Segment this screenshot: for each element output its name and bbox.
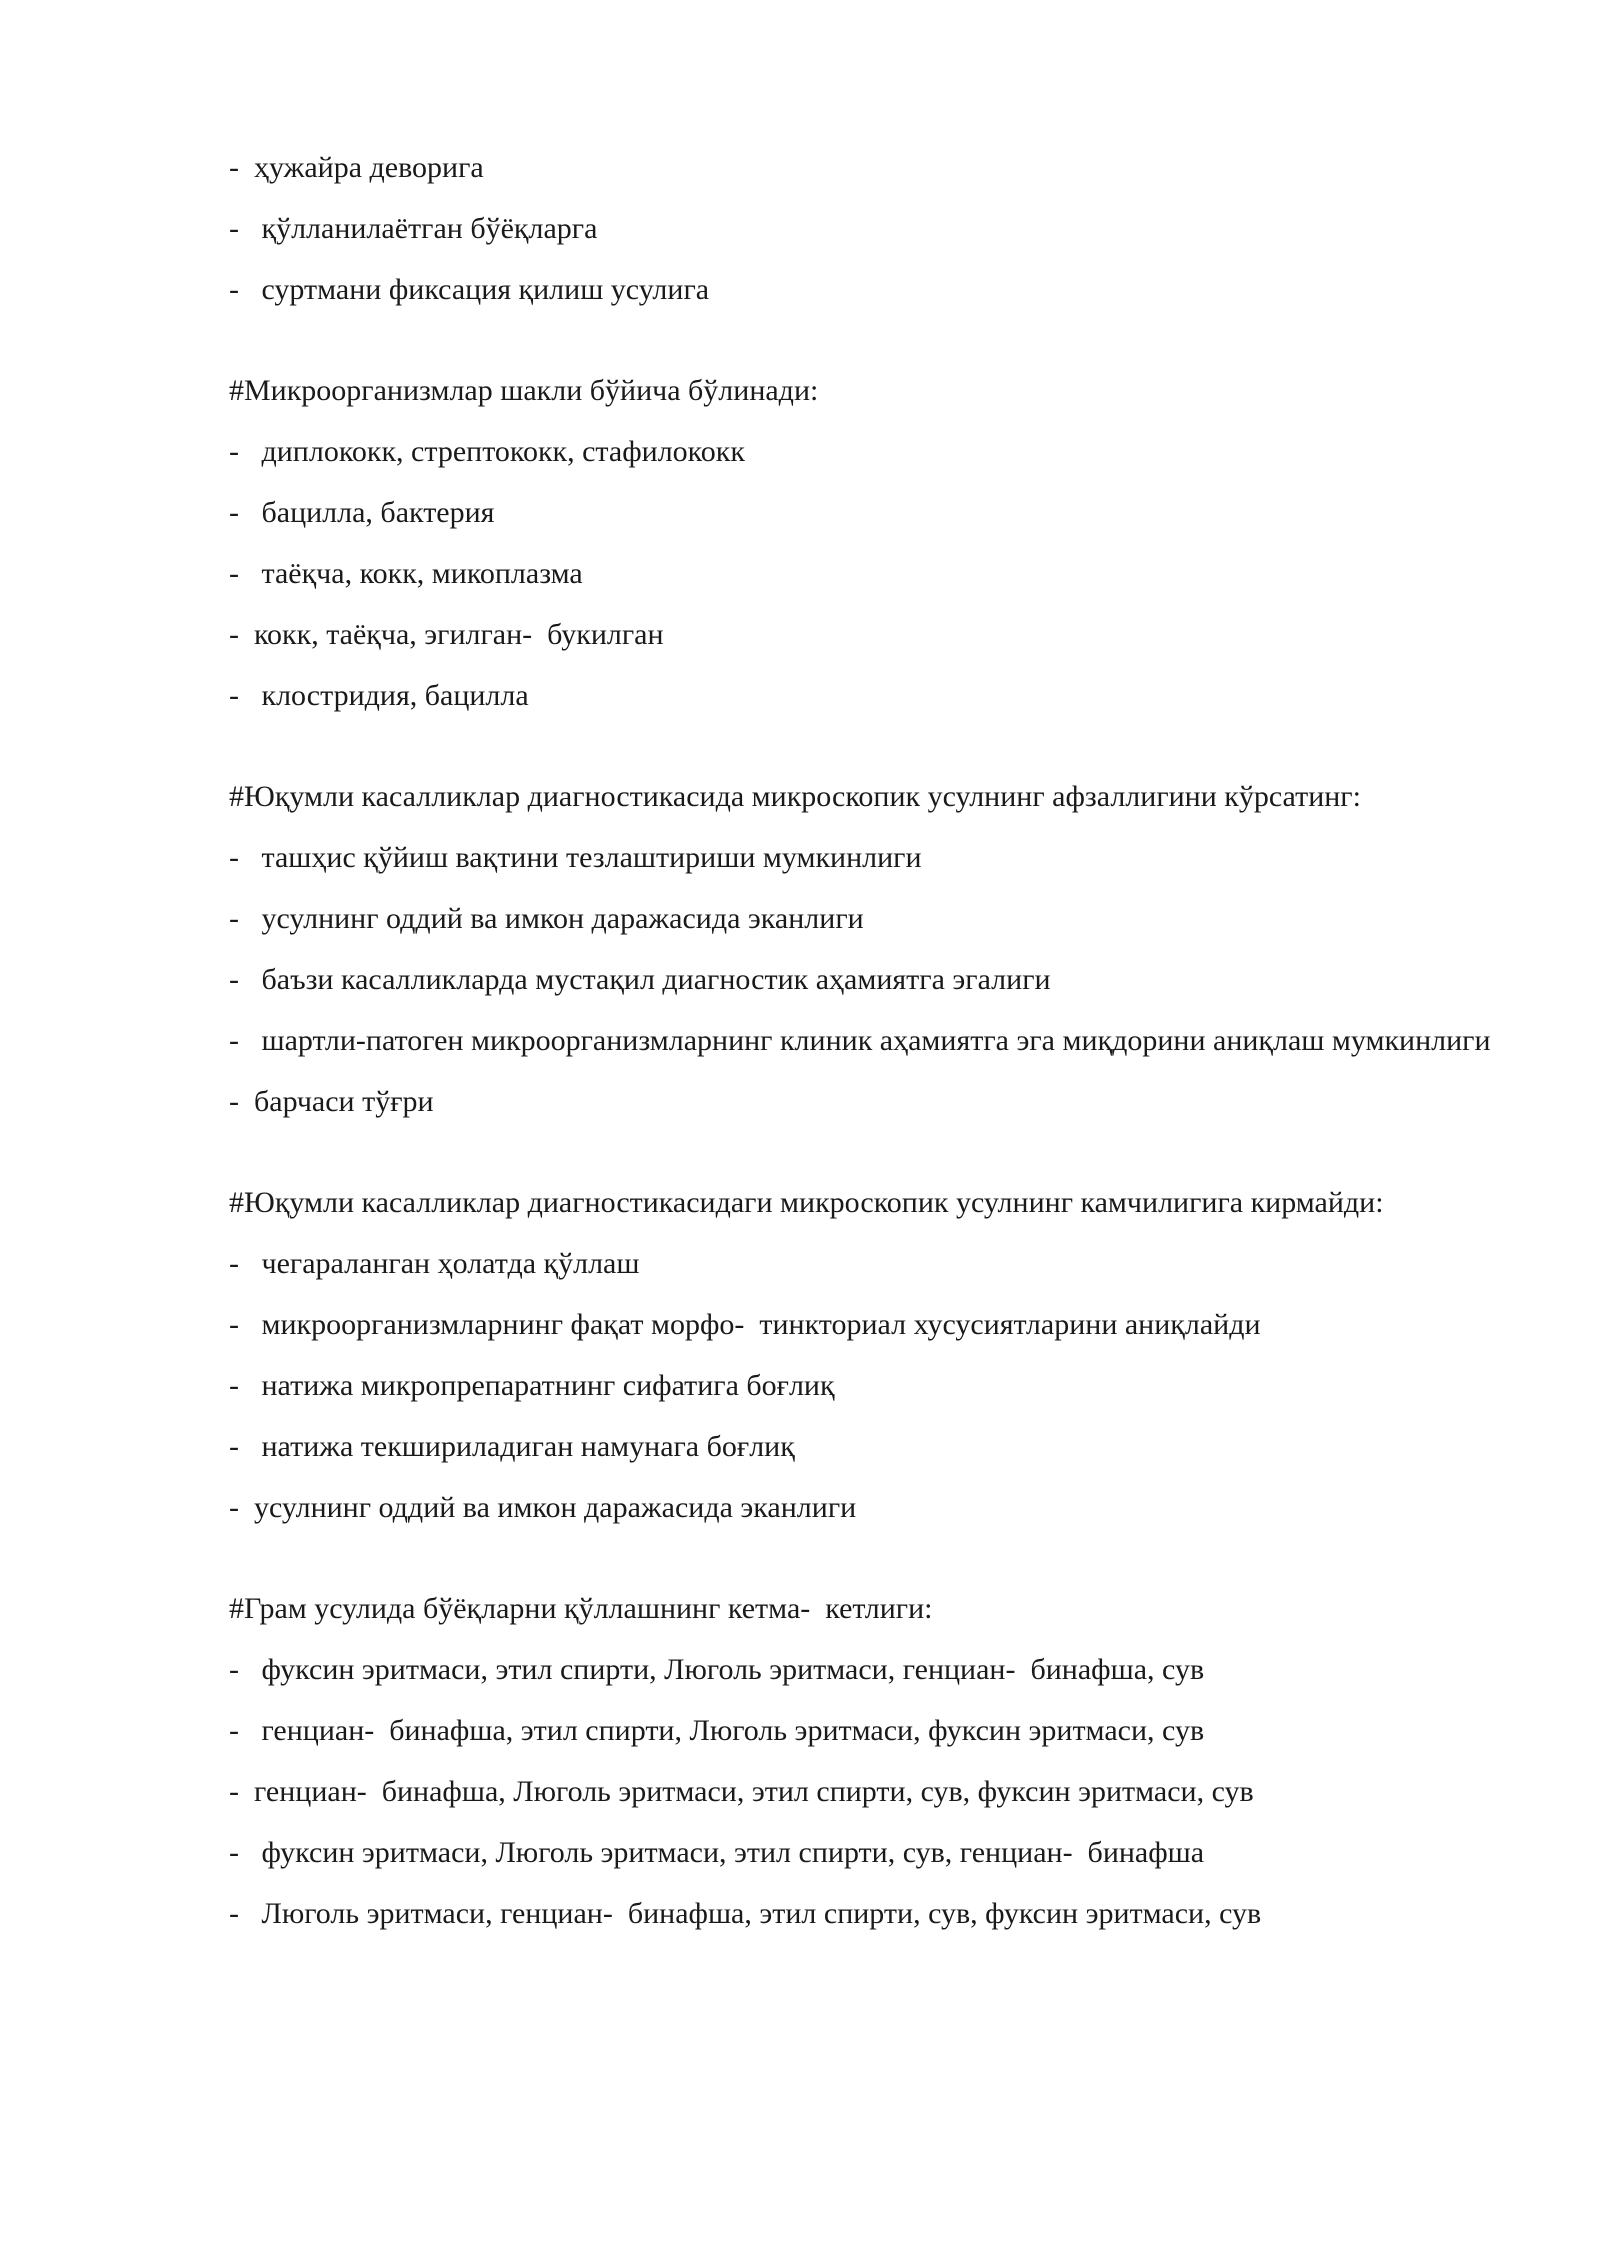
question-text: #Юқумли касалликлар диагностикасида микроскопик усулнинг афзаллигини кўрсатинг:	[229, 780, 1361, 813]
question-block-5	[229, 1589, 1529, 1934]
answer-option: - диплококк, стрептококк, стафилококк	[229, 435, 745, 468]
answer-option: - натижа микропрепаратнинг сифатига боғлиқ	[229, 1369, 835, 1402]
question-block-1	[229, 148, 1529, 310]
answer-option: - фуксин эритмаси, Люголь эритмаси, этил спирти, сув, генциан- бинафша	[229, 1836, 1205, 1869]
answer-option: - таёқча, кокк, микоплазма	[229, 557, 583, 590]
answer-option: - суртмани фиксация қилиш усулига	[229, 273, 710, 306]
answer-option: - фуксин эритмаси, этил спирти, Люголь эритмаси, генциан- бинафша, сув	[229, 1653, 1205, 1686]
answer-option: - Люголь эритмаси, генциан- бинафша, этил спирти, сув, фуксин эритмаси, сув	[229, 1897, 1262, 1930]
question-block-4	[229, 1183, 1529, 1528]
answer-option: - қўлланилаётган бўёқларга	[229, 212, 598, 245]
answer-option: - кокк, таёқча, эгилган- букилган	[229, 618, 664, 651]
question-block-3	[229, 777, 1529, 1122]
answer-option: - натижа текшириладиган намунага боғлиқ	[229, 1430, 795, 1463]
answer-option: - микроорганизмларнинг фақат морфо- тинкториал хусусиятларини аниқлайди	[229, 1308, 1261, 1341]
answer-option: - барчаси тўғри	[229, 1085, 434, 1118]
answer-option: - бацилла, бактерия	[229, 496, 495, 529]
answer-option: - генциан- бинафша, этил спирти, Люголь эритмаси, фуксин эритмаси, сув	[229, 1714, 1205, 1747]
answer-option: - шартли-патоген микроорганизмларнинг клиник аҳамиятга эга миқдорини аниқлаш мумкинлиги	[229, 1024, 1491, 1057]
question-block-2	[229, 371, 1529, 716]
question-text: #Грам усулида бўёқларни қўллашнинг кетма- кетлиги:	[229, 1592, 933, 1625]
question-text: #Юқумли касалликлар диагностикасидаги микроскопик усулнинг камчилигига кирмайди:	[229, 1186, 1384, 1219]
answer-option: - клостридия, бацилла	[229, 679, 529, 712]
answer-option: - усулнинг оддий ва имкон даражасида эканлиги	[229, 1491, 857, 1524]
answer-option: - ҳужайра деворига	[229, 151, 484, 184]
answer-option: - чегараланган ҳолатда қўллаш	[229, 1247, 640, 1280]
document-page	[229, 148, 1529, 1995]
answer-option: - баъзи касалликларда мустақил диагностик аҳамиятга эгалиги	[229, 963, 1051, 996]
answer-option: - усулнинг оддий ва имкон даражасида эканлиги	[229, 902, 864, 935]
question-text: #Микроорганизмлар шакли бўйича бўлинади:	[229, 374, 819, 407]
answer-option: - генциан- бинафша, Люголь эритмаси, этил спирти, сув, фуксин эритмаси, сув	[229, 1775, 1254, 1808]
answer-option: - ташҳис қўйиш вақтини тезлаштириши мумкинлиги	[229, 841, 922, 874]
